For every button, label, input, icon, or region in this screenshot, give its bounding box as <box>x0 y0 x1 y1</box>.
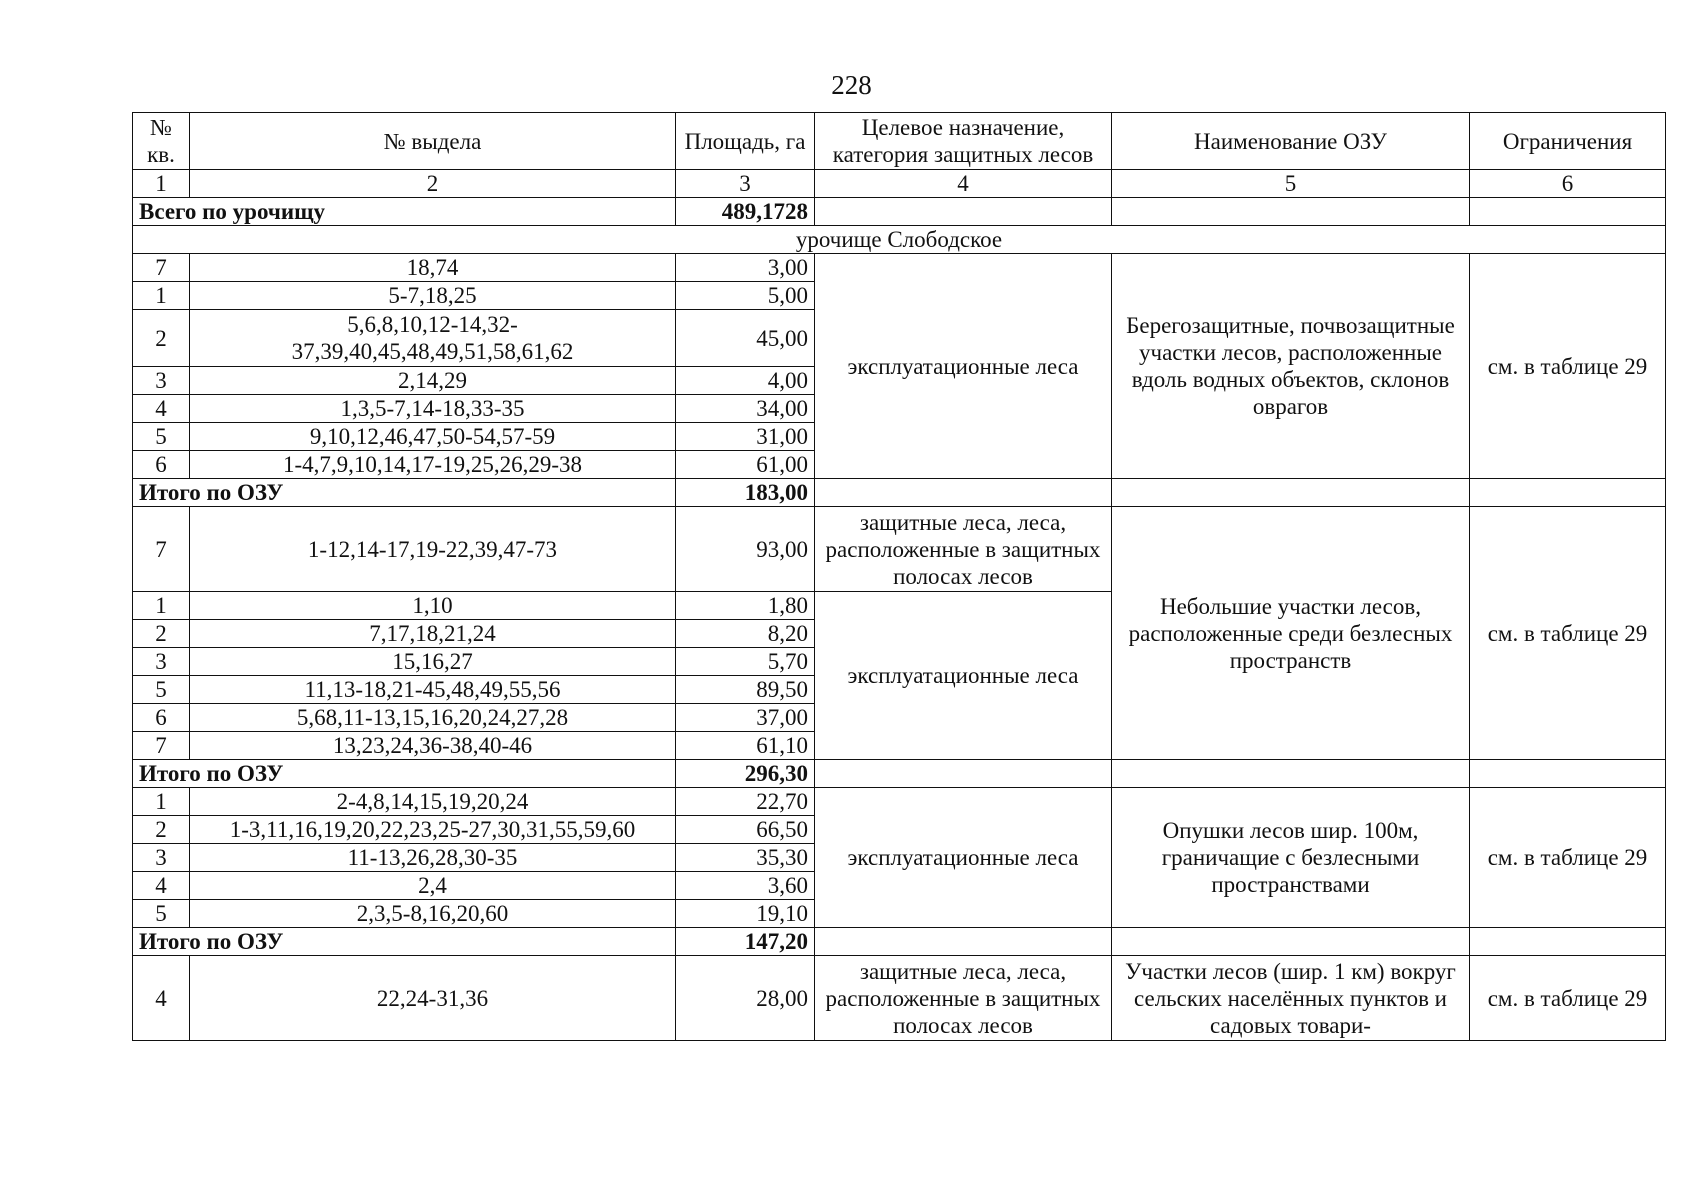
area-cell: 4,00 <box>676 367 815 395</box>
empty-cell <box>1112 479 1470 507</box>
ozu-name-cell: Опушки лесов шир. 100м, граничащие с безлесными пространствами <box>1112 788 1470 928</box>
total-tract-label: Всего по урочищу <box>133 198 676 226</box>
kv-cell: 1 <box>133 282 190 310</box>
empty-cell <box>815 928 1112 956</box>
vydel-cell: 5,68,11-13,15,16,20,24,27,28 <box>190 704 676 732</box>
header-area: Площадь, га <box>676 113 815 170</box>
ozu-table <box>132 112 1666 1041</box>
area-cell: 93,00 <box>676 507 815 592</box>
kv-cell: 6 <box>133 451 190 479</box>
total-tract-row <box>133 198 1666 226</box>
area-cell: 35,30 <box>676 844 815 872</box>
vydel-cell: 18,74 <box>190 254 676 282</box>
table-row <box>133 788 1666 816</box>
kv-cell: 7 <box>133 732 190 760</box>
vydel-cell: 1-12,14-17,19-22,39,47-73 <box>190 507 676 592</box>
empty-cell <box>1112 198 1470 226</box>
kv-cell: 2 <box>133 620 190 648</box>
kv-cell: 2 <box>133 816 190 844</box>
header-kv: № кв. <box>133 113 190 170</box>
kv-cell: 4 <box>133 395 190 423</box>
subtotal-label: Итого по ОЗУ <box>133 928 676 956</box>
vydel-cell: 1-4,7,9,10,14,17-19,25,26,29-38 <box>190 451 676 479</box>
vydel-cell: 9,10,12,46,47,50-54,57-59 <box>190 423 676 451</box>
area-cell: 28,00 <box>676 956 815 1041</box>
empty-cell <box>815 479 1112 507</box>
kv-cell: 5 <box>133 676 190 704</box>
empty-cell <box>1112 928 1470 956</box>
subtotal-area: 183,00 <box>676 479 815 507</box>
kv-cell: 1 <box>133 788 190 816</box>
header-ozu-name: Наименование ОЗУ <box>1112 113 1470 170</box>
area-cell: 61,10 <box>676 732 815 760</box>
kv-cell: 7 <box>133 254 190 282</box>
column-number: 5 <box>1112 170 1470 198</box>
kv-cell: 6 <box>133 704 190 732</box>
restrictions-cell: см. в таблице 29 <box>1470 956 1666 1041</box>
empty-cell <box>815 198 1112 226</box>
kv-cell: 7 <box>133 507 190 592</box>
restrictions-cell: см. в таблице 29 <box>1470 507 1666 760</box>
vydel-cell: 15,16,27 <box>190 648 676 676</box>
vydel-cell: 2,4 <box>190 872 676 900</box>
subtotal-label: Итого по ОЗУ <box>133 479 676 507</box>
kv-cell: 3 <box>133 648 190 676</box>
subtotal-area: 147,20 <box>676 928 815 956</box>
area-cell: 22,70 <box>676 788 815 816</box>
restrictions-cell: см. в таблице 29 <box>1470 254 1666 479</box>
area-cell: 3,00 <box>676 254 815 282</box>
vydel-cell: 1,3,5-7,14-18,33-35 <box>190 395 676 423</box>
vydel-cell: 1-3,11,16,19,20,22,23,25-27,30,31,55,59,60 <box>190 816 676 844</box>
subtotal-row <box>133 760 1666 788</box>
total-tract-area: 489,1728 <box>676 198 815 226</box>
kv-cell: 3 <box>133 844 190 872</box>
kv-cell: 2 <box>133 310 190 367</box>
vydel-cell: 2,3,5-8,16,20,60 <box>190 900 676 928</box>
vydel-cell: 5,6,8,10,12-14,32-37,39,40,45,48,49,51,58,61,62 <box>190 310 676 367</box>
ozu-name-cell: Участки лесов (шир. 1 км) вокруг сельских населённых пунктов и садовых товари- <box>1112 956 1470 1041</box>
empty-cell <box>1112 760 1470 788</box>
page-number: 228 <box>831 70 872 100</box>
column-number: 1 <box>133 170 190 198</box>
area-cell: 8,20 <box>676 620 815 648</box>
restrictions-cell: см. в таблице 29 <box>1470 788 1666 928</box>
area-cell: 5,00 <box>676 282 815 310</box>
area-cell: 31,00 <box>676 423 815 451</box>
kv-cell: 4 <box>133 872 190 900</box>
vydel-cell: 5-7,18,25 <box>190 282 676 310</box>
header-purpose: Целевое назначение, категория защитных лесов <box>815 113 1112 170</box>
vydel-cell: 2,14,29 <box>190 367 676 395</box>
area-cell: 61,00 <box>676 451 815 479</box>
column-number: 6 <box>1470 170 1666 198</box>
empty-cell <box>1470 760 1666 788</box>
column-number: 4 <box>815 170 1112 198</box>
kv-cell: 4 <box>133 956 190 1041</box>
header-restrictions: Ограничения <box>1470 113 1666 170</box>
purpose-cell: эксплуатационные леса <box>815 254 1112 479</box>
empty-cell <box>1470 479 1666 507</box>
purpose-cell: защитные леса, леса, расположенные в защитных полосах лесов <box>815 507 1112 592</box>
subtotal-area: 296,30 <box>676 760 815 788</box>
ozu-name-cell: Небольшие участки лесов, расположенные среди безлесных пространств <box>1112 507 1470 760</box>
vydel-cell: 2-4,8,14,15,19,20,24 <box>190 788 676 816</box>
column-number-row <box>133 170 1666 198</box>
purpose-cell: эксплуатационные леса <box>815 788 1112 928</box>
kv-cell: 1 <box>133 592 190 620</box>
empty-cell <box>815 760 1112 788</box>
column-number: 3 <box>676 170 815 198</box>
kv-cell: 5 <box>133 900 190 928</box>
area-cell: 66,50 <box>676 816 815 844</box>
vydel-cell: 7,17,18,21,24 <box>190 620 676 648</box>
empty-cell <box>1470 928 1666 956</box>
area-cell: 37,00 <box>676 704 815 732</box>
subtotal-label: Итого по ОЗУ <box>133 760 676 788</box>
area-cell: 34,00 <box>676 395 815 423</box>
subtotal-row <box>133 928 1666 956</box>
area-cell: 3,60 <box>676 872 815 900</box>
table-row <box>133 507 1666 592</box>
purpose-cell: эксплуатационные леса <box>815 592 1112 760</box>
area-cell: 19,10 <box>676 900 815 928</box>
tract-name-row <box>133 226 1666 254</box>
vydel-cell: 11-13,26,28,30-35 <box>190 844 676 872</box>
vydel-cell: 11,13-18,21-45,48,49,55,56 <box>190 676 676 704</box>
column-number: 2 <box>190 170 676 198</box>
area-cell: 5,70 <box>676 648 815 676</box>
kv-cell: 5 <box>133 423 190 451</box>
ozu-name-cell: Берегозащитные, почвозащитные участки лесов, расположенные вдоль водных объектов, склонов оврагов <box>1112 254 1470 479</box>
area-cell: 89,50 <box>676 676 815 704</box>
table-row <box>133 254 1666 282</box>
header-vydel: № выдела <box>190 113 676 170</box>
tract-name: урочище Слободское <box>133 226 1666 254</box>
kv-cell: 3 <box>133 367 190 395</box>
vydel-cell: 22,24-31,36 <box>190 956 676 1041</box>
empty-cell <box>1470 198 1666 226</box>
vydel-cell: 1,10 <box>190 592 676 620</box>
table-row <box>133 956 1666 1041</box>
subtotal-row <box>133 479 1666 507</box>
vydel-cell: 13,23,24,36-38,40-46 <box>190 732 676 760</box>
area-cell: 1,80 <box>676 592 815 620</box>
area-cell: 45,00 <box>676 310 815 367</box>
purpose-cell: защитные леса, леса, расположенные в защитных полосах лесов <box>815 956 1112 1041</box>
header-row <box>133 113 1666 170</box>
